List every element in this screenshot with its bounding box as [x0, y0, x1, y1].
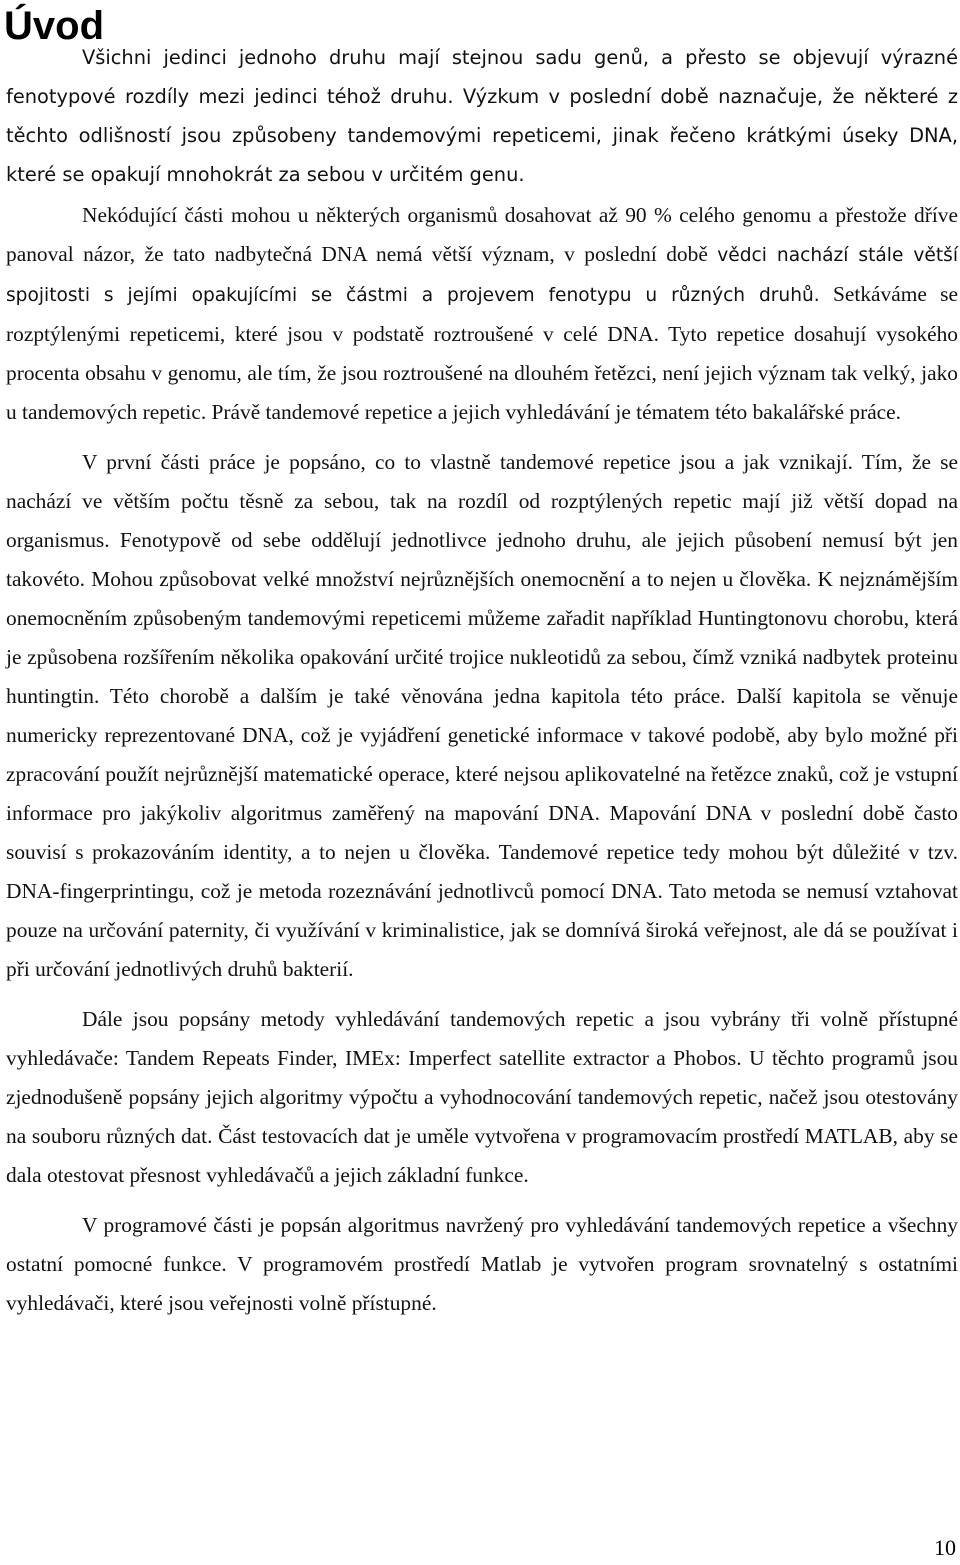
body-text [6, 38, 958, 1323]
paragraph-gap [6, 1195, 958, 1206]
paragraph-5: V programové části je popsán algoritmus navržený pro vyhledávání tandemových repetice a všechny ostatní pomocné funkce. V programovém prostředí Matlab je vytvořen program srovnatelný s ostatními vyhledávači, které jsou veřejnosti volně přístupné. [6, 1213, 958, 1315]
paragraph-2-part-a: Nekódující části mohou u některých organismů dosahovat až 90 % celého genomu a přestože dříve panoval názor, že tato nadbytečná DNA nemá větší význam, v poslední době [6, 203, 958, 266]
paragraph-2-part-c: Setkáváme se rozptýlenými repeticemi, které jsou v podstatě roztroušené v celé DNA. Tyto repetice dosahují vysokého procenta obsahu v genomu, ale tím, že jsou roztroušené na dlouhém řetězci, není jejich význam tak velký, jako u tandemových repetic. Právě tandemové repetice a jejich vyhledávání je tématem této bakalářské práce. [6, 282, 958, 424]
page-number: 10 [934, 1535, 956, 1560]
paragraph-3: V první části práce je popsáno, co to vlastně tandemové repetice jsou a jak vznikají. Tím, že se nachází ve větším počtu těsně za sebou, tak na rozdíl od rozptýlených repetic mají již větší dopad na organismus. Fenotypově od sebe oddělují jednotlivce jednoho druhu, ale jejich působení nemusí být jen takovéto. Mohou způsobovat velké množství nejrůznějších onemocnění a to nejen u člověka. K nejznámějším onemocněním způsobeným tandemovými repeticemi můžeme zařadit například Huntingtonovu chorobu, která je způsobena rozšířením několika opakování určité trojice nukleotidů za sebou, čímž vzniká nadbytek proteinu huntingtin. Této chorobě a dalším je také věnována jedna kapitola této práce. Další kapitola se věnuje numericky reprezentované DNA, což je vyjádření genetické informace v takové podobě, aby bylo možné při zpracování použít nejrůznější matematické operace, které nejsou aplikovatelné na řetězce znaků, což je vstupní informace pro jakýkoliv algoritmus zaměřený na mapování DNA. Mapování DNA v poslední době často souvisí s prokazováním identity, a to nejen u člověka. Tandemové repetice tedy mohou být důležité v tzv. DNA-fingerprintingu, což je metoda rozeznávání jednotlivců pomocí DNA. Tato metoda se nemusí vztahovat pouze na určování paternity, či využívání v kriminalistice, jak se domnívá široká veřejnost, ale dá se používat i při určování jednotlivých druhů bakterií. [6, 450, 958, 981]
paragraph-1: Všichni jedinci jednoho druhu mají stejnou sadu genů, a přesto se objevují výrazné fenotypové rozdíly mezi jedinci téhož druhu. Výzkum v poslední době naznačuje, že některé z těchto odlišností jsou způsobeny tandemovými repeticemi, jinak řečeno krátkými úseky DNA, které se opakují mnohokrát za sebou v určitém genu. [6, 46, 958, 186]
paragraph-2 [6, 196, 958, 432]
paragraph-4: Dále jsou popsány metody vyhledávání tandemových repetic a jsou vybrány tři volně přístupné vyhledávače: Tandem Repeats Finder, IMEx: Imperfect satellite extractor a Phobos. U těchto programů jsou zjednodušeně popsány jejich algoritmy výpočtu a vyhodnocování tandemových repetic, načež jsou otestovány na souboru různých dat. Část testovacích dat je uměle vytvořena v programovacím prostředí MATLAB, aby se dala otestovat přesnost vyhledávačů a jejich základní funkce. [6, 1007, 958, 1187]
chapter-heading: Úvod [4, 4, 104, 48]
paragraph-2-part-b: vědci nachází stále větší spojitosti s jejími opakujícími se částmi a projevem fenotypu u různých druhů. [6, 245, 959, 306]
paragraph-gap [6, 989, 958, 1000]
paragraph-gap [6, 432, 958, 443]
